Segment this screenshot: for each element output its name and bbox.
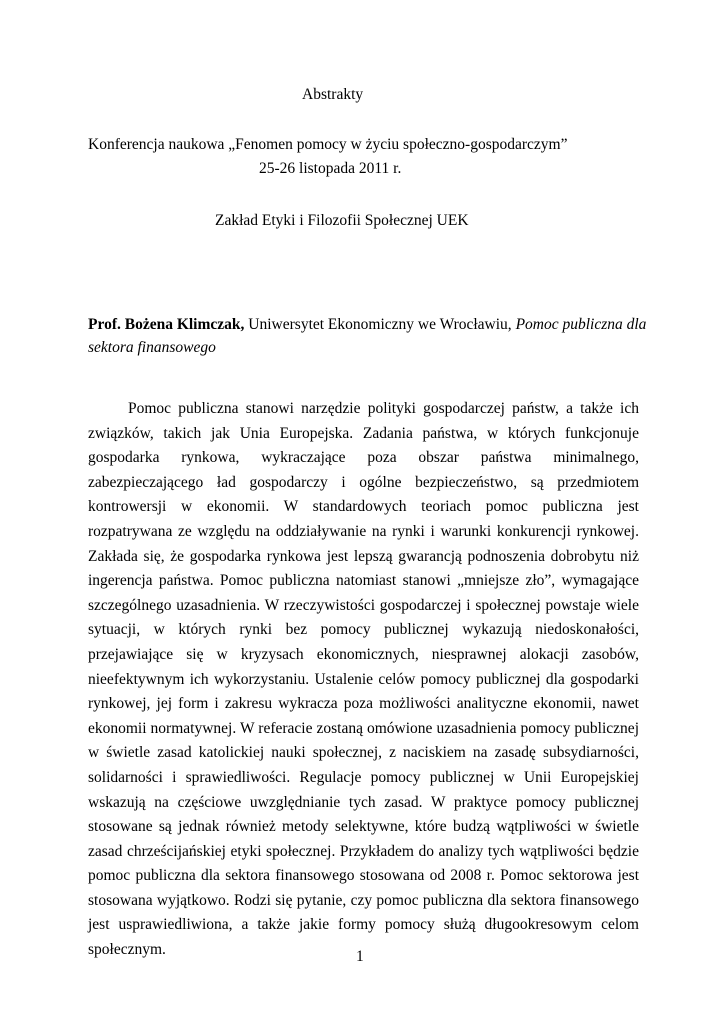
- author-affiliation: Uniwersytet Ekonomiczny we Wrocławiu,: [244, 316, 516, 333]
- abstract-byline: [88, 313, 648, 359]
- conference-title: Konferencja naukowa „Fenomen pomocy w życiu społeczno-gospodarczym”: [88, 136, 568, 153]
- paper-title: Pomoc publiczna dla sektora finansowego: [88, 316, 647, 356]
- abstract-body: Pomoc publiczna stanowi narzędzie polityki gospodarczej państw, a także ich związków, takich jak Unia Europejska. Zadania państwa, w których funkcjonuje gospodarka rynkowa, wykraczające poza obszar państwa minimalnego, zabezpieczającego ład gospodarczy i ogólne bezpieczeństwo, są przedmiotem kontrowersji w ekonomii. W standardowych teoriach pomoc publiczna jest rozpatrywana ze względu na oddziaływanie na rynki i warunki konkurencji rynkowej. Zakłada się, że gospodarka rynkowa jest lepszą gwarancją podnoszenia dobrobytu niż ingerencja państwa. Pomoc publiczna natomiast stanowi „mniejsze zło”, wymagające szczególnego uzasadnienia. W rzeczywistości gospodarczej i społecznej powstaje wiele sytuacji, w których rynki bez pomocy publicznej wykazują niedoskonałości, przejawiające się w kryzysach ekonomicznych, niesprawnej alokacji zasobów, nieefektywnym ich wykorzystaniu. Ustalenie celów pomocy publicznej dla gospodarki rynkowej, jej form i zakresu wykracza poza możliwości analityczne ekonomii, nawet ekonomii normatywnej. W referacie zostaną omówione uzasadnienia pomocy publicznej w świetle zasad katolickiej nauki społecznej, z naciskiem na zasadę subsydiarności, solidarności i sprawiedliwości. Regulacje pomocy publicznej w Unii Europejskiej wskazują na częściowe uwzględnianie tych zasad. W praktyce pomocy publicznej stosowane są jednak również metody selektywne, które budzą wątpliwości w świetle zasad chrześcijańskiej etyki społecznej. Przykładem do analizy tych wątpliwości będzie pomoc publiczna dla sektora finansowego stosowana od 2008 r. Pomoc sektorowa jest stosowana wyjątkowo. Rodzi się pytanie, czy pomoc publiczna dla sektora finansowego jest usprawiedliwiona, a także jakie formy pomocy służą długookresowym celom społecznym.: [88, 400, 639, 959]
- document-type-heading: Abstrakty: [302, 86, 364, 103]
- conference-date: 25-26 listopada 2011 r.: [259, 160, 402, 177]
- author-name: Prof. Bożena Klimczak,: [88, 316, 245, 333]
- department-name: Zakład Etyki i Filozofii Społecznej UEK: [215, 212, 469, 229]
- page-number: 1: [356, 948, 364, 965]
